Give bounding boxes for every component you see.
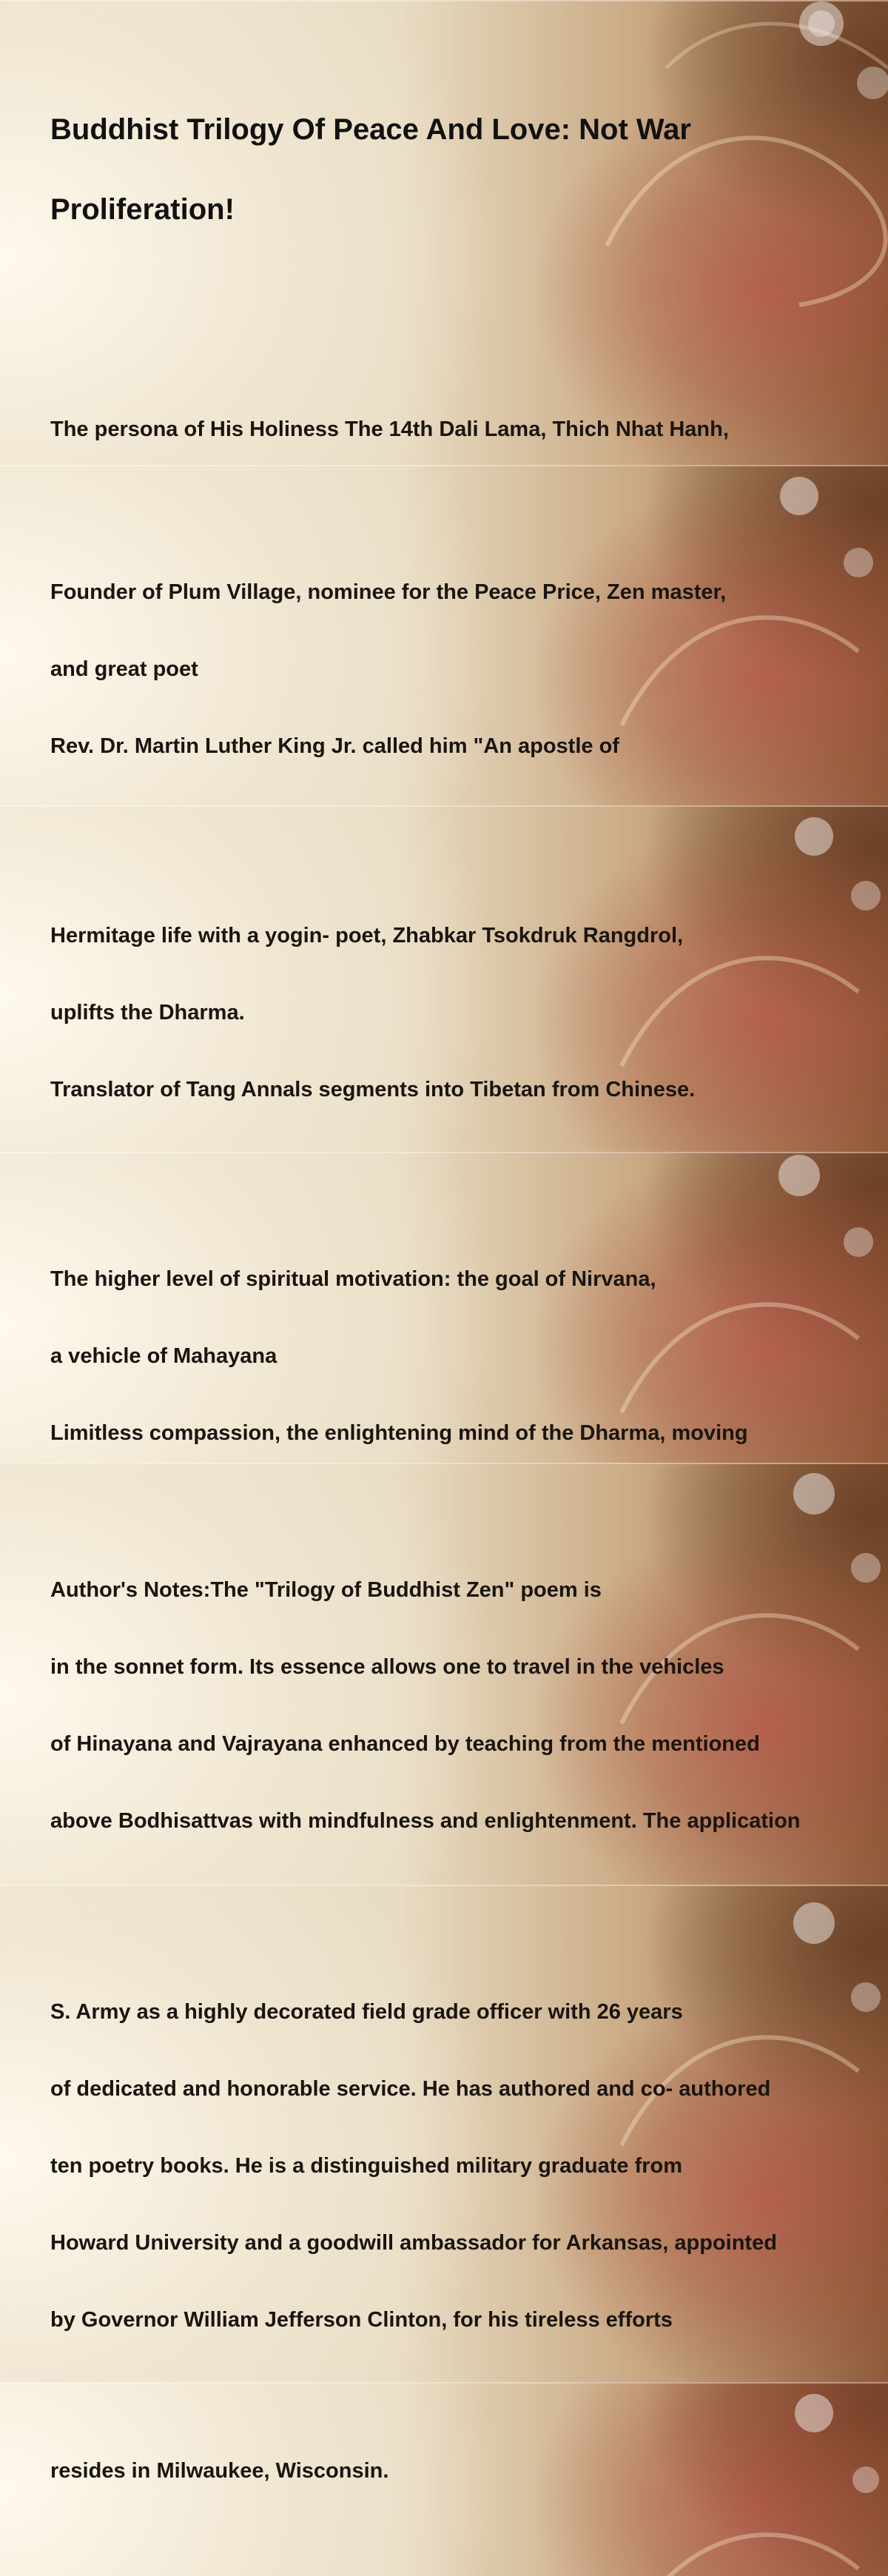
bio-line: resides in Milwaukee, Wisconsin. [50,2459,389,2483]
notes-line: above Bodhisattvas with mindfulness and enlightenment. The application [50,1809,801,1833]
panel-5 [0,1463,888,1886]
notes-line: of Hinayana and Vajrayana enhanced by teaching from the mentioned [50,1732,760,1756]
stanza-line: Hermitage life with a yogin- poet, Zhabkar Tsokdruk Rangdrol, [50,924,684,947]
notes-line: in the sonnet form. Its essence allows one to travel in the vehicles [50,1655,724,1679]
bio-line: S. Army as a highly decorated field grade officer with 26 years [50,2000,683,2024]
title-line-2: Proliferation! [50,193,235,226]
panel-6 [0,1885,888,2384]
panel-1 [0,0,888,466]
stanza-line: a vehicle of Mahayana [50,1344,278,1368]
stanza-line: and great poet [50,657,198,681]
stanza-line: Founder of Plum Village, nominee for the Peace Price, Zen master, [50,580,727,604]
bio-line: of dedicated and honorable service. He has authored and co- authored [50,2077,771,2101]
stanza-line: Limitless compassion, the enlightening mind of the Dharma, moving [50,1421,748,1445]
panel-7 [0,2382,888,2576]
stanza-line: Translator of Tang Annals segments into Tibetan from Chinese. [50,1078,696,1101]
author-notes [50,1532,858,1886]
stanza-4 [50,1221,858,1464]
stanza-2 [50,534,858,807]
bio-line: by Governor William Jefferson Clinton, for his tireless efforts [50,2308,673,2332]
bio-line: ten poetry books. He is a distinguished military graduate from [50,2154,683,2178]
panel-4 [0,1152,888,1464]
poem-title [50,70,858,269]
stanza-line: uplifts the Dharma. [50,1001,245,1024]
panel-2 [0,465,888,807]
stanza-line: Rev. Dr. Martin Luther King Jr. called him "An apostle of [50,734,619,758]
bio-line: Howard University and a goodwill ambassador for Arkansas, appointed [50,2231,777,2255]
stanza-1 [50,372,858,466]
notes-line: Author's Notes:The "Trilogy of Buddhist Zen" poem is [50,1578,602,1602]
title-line-1: Buddhist Trilogy Of Peace And Love: Not War [50,113,691,146]
stanza-3 [50,878,858,1153]
stanza-line: The higher level of spiritual motivation: the goal of Nirvana, [50,1267,656,1291]
panel-3 [0,805,888,1153]
author-bio [50,1954,858,2384]
stanza-line: The persona of His Holiness The 14th Dali Lama, Thich Nhat Hanh, [50,417,729,441]
